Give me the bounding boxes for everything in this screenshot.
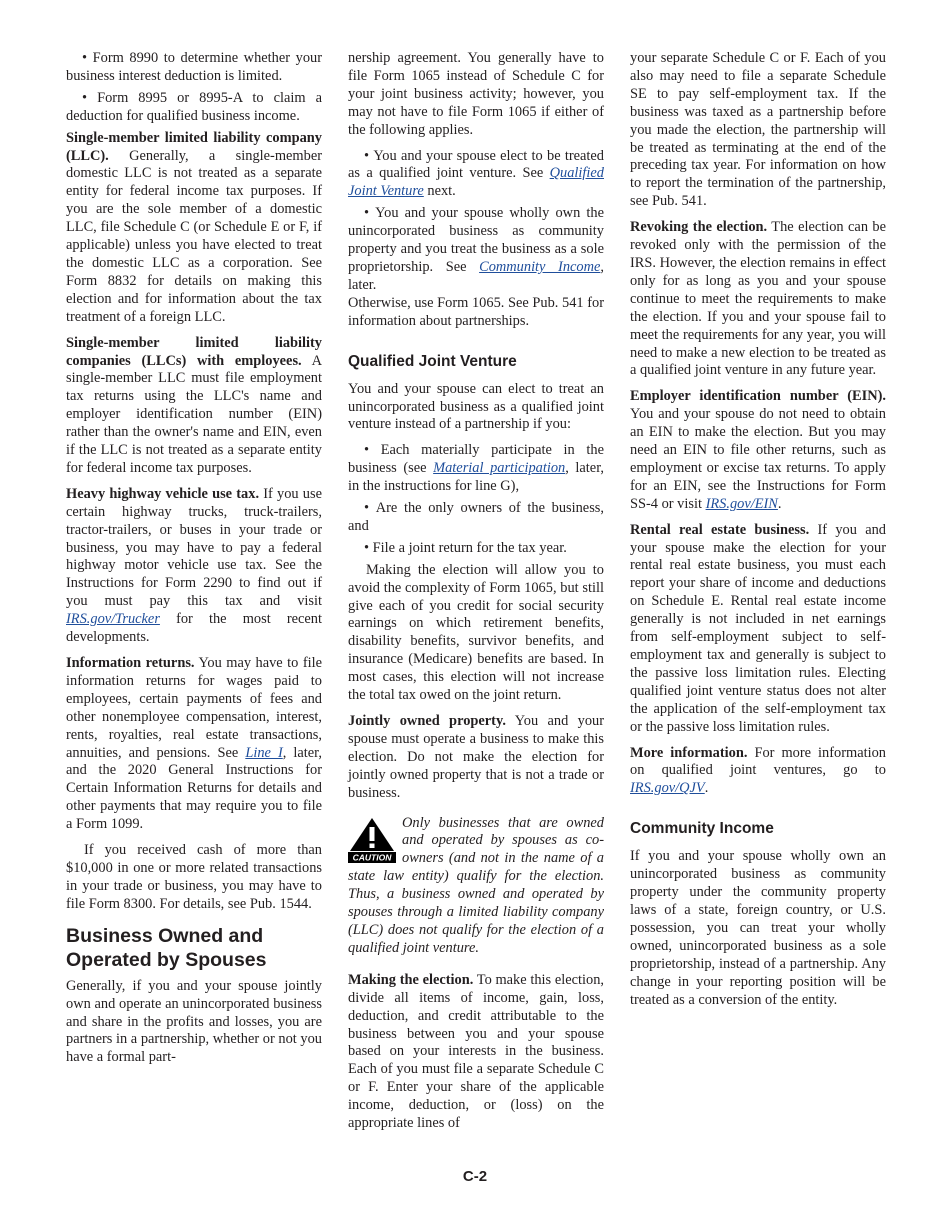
para-community-income: If you and your spouse wholly own an unincorporated business as community property under the community property laws of a state, foreign country, or U.S. possession, you can treat your wholly owned, unincorporated business as a sole proprietorship, instead of a partnership. Any change in your reporting position will be treated as a conversion of the entity. [630, 848, 886, 1008]
jointly-owned-heading: Jointly owned property. [348, 713, 506, 729]
bullet-community-property [348, 205, 604, 295]
highway-text: If you use certain highway trucks, truck-trailers, tractor-trailers, or buses in your trade or business, you may have to pay a federal highway motor vehicle use tax. See the Instructions for Form 2290 to find out if you must pay this tax and visit [66, 485, 322, 610]
jointly-owned-text: You and your spouse must operate a business to make this election. Do not make the election for jointly owned property that is not a trade or business. [348, 713, 604, 801]
bullet-community-tail: , later. [348, 258, 604, 293]
rental-heading: Rental real estate business. [630, 521, 810, 538]
para-jointly-owned [348, 713, 604, 803]
bullet-only-owners: • Are the only owners of the business, and [348, 500, 604, 536]
bullet-qjv-election [348, 148, 604, 202]
qualified-joint-venture-link[interactable]: Qualified Joint Venture [348, 165, 604, 200]
bullet-joint-return: • File a joint return for the tax year. [348, 540, 604, 558]
para-schedule-cont: your separate Schedule C or F. Each of you also may need to file a separate Schedule SE to pay self-employment tax. If the business was taxed as a partnership before you made the election, the partnership will be treated as terminating at the end of the preceding tax year. For information on how to report the termination of the partnership, see Pub. 541. [630, 50, 886, 210]
bullet-qjv-tail: next. [427, 183, 456, 200]
info-returns-tail: , later, and the 2020 General Instructions for Certain Information Returns for details and other payments that may require you to file a Form 1099. [66, 744, 322, 833]
para-qjv-intro: You and your spouse can elect to treat an unincorporated business as a qualified joint venture instead of a partnership if you: [348, 380, 604, 433]
revoking-text: The election can be revoked only with the permission of the IRS. However, the election remains in effect only for as long as you and your spouse continue to meet the requirements to make the election. If you and your spouse fail to meet the requirements for any year, you will need to make a new election to be treated as a qualified joint venture in any future year. [630, 219, 887, 379]
ein-heading: Employer identification number (EIN). [630, 388, 886, 405]
ein-text: You and your spouse do not need to obtain an EIN to make the election. But you may need an EIN to file other returns, such as employment or excise tax returns. To apply for an EIN, see the Instructions for Form SS-4 or visit [630, 406, 886, 512]
para-spouses-intro: Generally, if you and your spouse jointly own and operate an unincorporated business and share in the profits and losses, you are partners in a partnership, whether or not you have a formal part- [66, 977, 322, 1066]
material-participation-tail: , later, in the instructions for line G), [348, 460, 605, 495]
para-llc-employees [66, 335, 322, 478]
bullet-form-8990: • Form 8990 to determine whether your business interest deduction is limited. [66, 50, 322, 86]
llc-text: Generally, a single-member domestic LLC is not treated as a separate entity for federal income tax purposes. If you are the sole member of a domestic LLC, file Schedule C (or Schedule E or F, if applicable) unless you have elected to treat the domestic LLC as a corporation. See Form 8832 for details on making this election and for information about the tax treatment of a foreign LLC. [66, 147, 322, 325]
caution-icon [348, 817, 396, 863]
line-i-link[interactable]: Line I [245, 744, 283, 761]
material-participation-text: Each materially participate in the business (see [348, 442, 604, 477]
para-otherwise: Otherwise, use Form 1065. See Pub. 541 for information about partnerships. [348, 294, 604, 329]
community-income-heading: Community Income [630, 820, 774, 838]
bullet-qjv-text: You and your spouse elect to be treated as a qualified joint venture. See [348, 147, 605, 182]
caution-box [348, 815, 604, 958]
para-revoking [630, 219, 886, 380]
para-partnership-cont: nership agreement. You generally have to file Form 1065 instead of Schedule C for your joint business activity; however, you may not have to file Form 1065 if either of the following applies. [348, 50, 604, 138]
bullet-form-8995: • Form 8995 or 8995-A to claim a deduction for qualified business income. [66, 90, 322, 126]
para-highway-tax [66, 486, 322, 647]
more-info-text: For more information on qualified joint ventures, go to [630, 744, 886, 779]
section-title: Business Owned and Operated by Spouses [66, 924, 267, 971]
qjv-heading: Qualified Joint Venture [348, 352, 517, 370]
para-more-info [630, 745, 886, 799]
bullet-community-text: You and your spouse wholly own the unincorporated business as community property and you treat the business as a sole proprietorship. See [348, 205, 604, 275]
material-participation-link[interactable]: Material participation [433, 460, 566, 477]
caution-label: CAUTION [352, 852, 392, 863]
para-making-election-benefit: Making the election will allow you to avoid the complexity of Form 1065, but still give each of you credit for social security earnings on which retirement benefits, disability benefits, survivor benefits, and insurance (Medicare) benefits are based. In most cases, this election will not increase the total tax owed on the joint return. [348, 561, 604, 704]
more-info-heading: More information. [630, 744, 748, 761]
irs-trucker-link[interactable]: IRS.gov/Trucker [66, 611, 160, 628]
more-info-tail: . [704, 780, 709, 797]
column-1 [66, 50, 322, 1067]
column-2 [348, 50, 604, 1141]
para-rental-real-estate [630, 522, 886, 737]
irs-qjv-link[interactable]: IRS.gov/QJV [630, 780, 705, 797]
para-information-returns [66, 655, 322, 834]
page-number: C-2 [462, 1168, 488, 1185]
para-making-election [348, 972, 604, 1133]
making-election-text: To make this election, divide all items of income, gain, loss, deduction, and credit attributable to the business between you and your spouse based on your interests in the business. Each of you must file a separate Schedule C or F. Enter your share of the applicable income, deduction, or (loss) on the appropriate lines of [348, 971, 604, 1132]
llc-employees-heading: Single-member limited liability companies (LLCs) with employees. [66, 334, 322, 369]
irs-ein-link[interactable]: IRS.gov/EIN [705, 495, 778, 512]
community-income-link[interactable]: Community Income [479, 258, 601, 275]
column-3 [630, 50, 886, 1017]
para-ein [630, 388, 886, 513]
ein-tail: . [777, 495, 782, 512]
highway-heading: Heavy highway vehicle use tax. [66, 485, 260, 502]
llc-employees-text: A single-member LLC must file employment tax returns using the LLC's name and employer identification number (EIN) rather than the owner's name and EIN, even if the LLC is not treated as a separate entity for federal income tax purposes. [66, 352, 322, 476]
bullet-material-participation [348, 442, 604, 496]
para-single-member-llc [66, 130, 322, 327]
info-returns-heading: Information returns. [66, 655, 195, 671]
making-election-heading: Making the election. [348, 971, 474, 988]
para-cash-8300: If you received cash of more than $10,000 in one or more related transactions in your trade or business, you may have to file Form 8300. For details, see Pub. 1544. [66, 842, 322, 912]
rental-text: If you and your spouse make the election for your rental real estate business, you must each report your share of income and deductions on Schedule E. Rental real estate income generally is not included in net earnings from self-employment subject to self-employment tax and generally is subject to the passive loss limitation rules. Electing qualified joint venture status does not alter the application of the self-employment tax or the passive loss limitation rules. [630, 521, 886, 735]
revoking-heading: Revoking the election. [630, 219, 768, 236]
llc-heading: Single-member limited liability company (LLC). [66, 129, 322, 164]
caution-text: Only businesses that are owned and operated by spouses as co-owners (and not in the name of a state law entity) qualify for the election. Thus, a business owned and operated by spouses through a limited liability company (LLC) does not qualify for the election of a qualified joint venture. [348, 814, 604, 956]
highway-text-tail: for the most recent developments. [66, 611, 322, 646]
info-returns-text: You may have to file information returns for wages paid to employees, certain payments of fees and other nonemployee compensation, interest, rents, royalties, real estate transactions, annuities, and pensions. See [66, 655, 322, 761]
